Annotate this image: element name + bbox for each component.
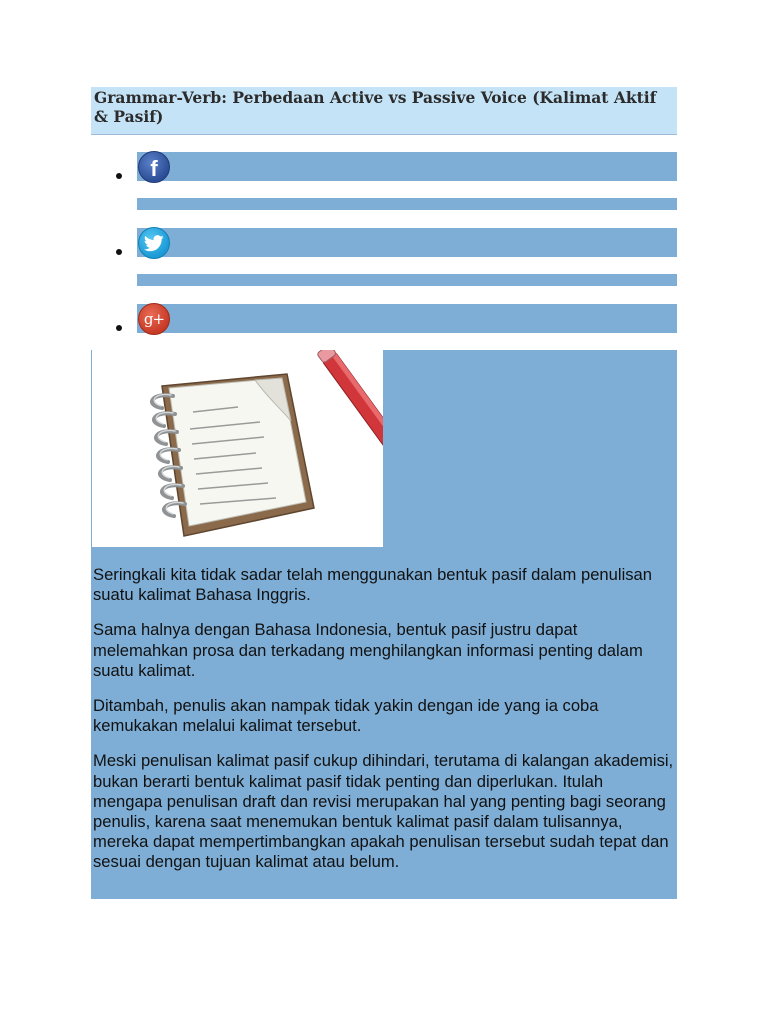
facebook-share-button[interactable] <box>138 151 170 183</box>
article-image <box>92 350 383 547</box>
google-plus-share-button[interactable] <box>138 303 170 335</box>
google-plus-icon: g+ <box>143 310 165 328</box>
twitter-icon <box>144 235 164 252</box>
article-title: Grammar-Verb: Perbedaan Active vs Passive Voice (Kalimat Aktif & Pasif) <box>94 88 657 126</box>
notepad-pencil-icon <box>92 350 383 547</box>
share-divider <box>137 274 677 286</box>
paragraph: Ditambah, penulis akan nampak tidak yakin dengan ide yang ia coba kemukakan melalui kalimat tersebut. <box>93 696 599 736</box>
list-bullet <box>116 325 122 331</box>
paragraph: Sama halnya dengan Bahasa Indonesia, bentuk pasif justru dapat melemahkan prosa dan terkadang menghilangkan informasi penting dalam suatu kalimat. <box>93 620 643 680</box>
title-band <box>91 87 677 135</box>
share-bar-googleplus <box>137 304 677 333</box>
article-text <box>93 565 675 888</box>
twitter-share-button[interactable] <box>138 227 170 259</box>
share-bar-facebook <box>137 152 677 181</box>
list-bullet <box>116 173 122 179</box>
paragraph: Meski penulisan kalimat pasif cukup dihindari, terutama di kalangan akademisi, bukan berarti bentuk kalimat pasif tidak penting dan diperlukan. Itulah mengapa penulisan draft dan revisi merupakan hal yang penting bagi seorang penulis, karena saat menemukan bentuk kalimat pasif dalam tulisannya, mereka dapat mempertimbangkan apakah penulisan tersebut sudah tepat dan sesuai dengan tujuan kalimat atau belum. <box>93 751 674 872</box>
share-divider <box>137 198 677 210</box>
list-bullet <box>116 249 122 255</box>
facebook-icon: f <box>150 155 158 181</box>
share-bar-twitter <box>137 228 677 257</box>
paragraph: Seringkali kita tidak sadar telah menggunakan bentuk pasif dalam penulisan suatu kalimat Bahasa Inggris. <box>93 565 653 605</box>
